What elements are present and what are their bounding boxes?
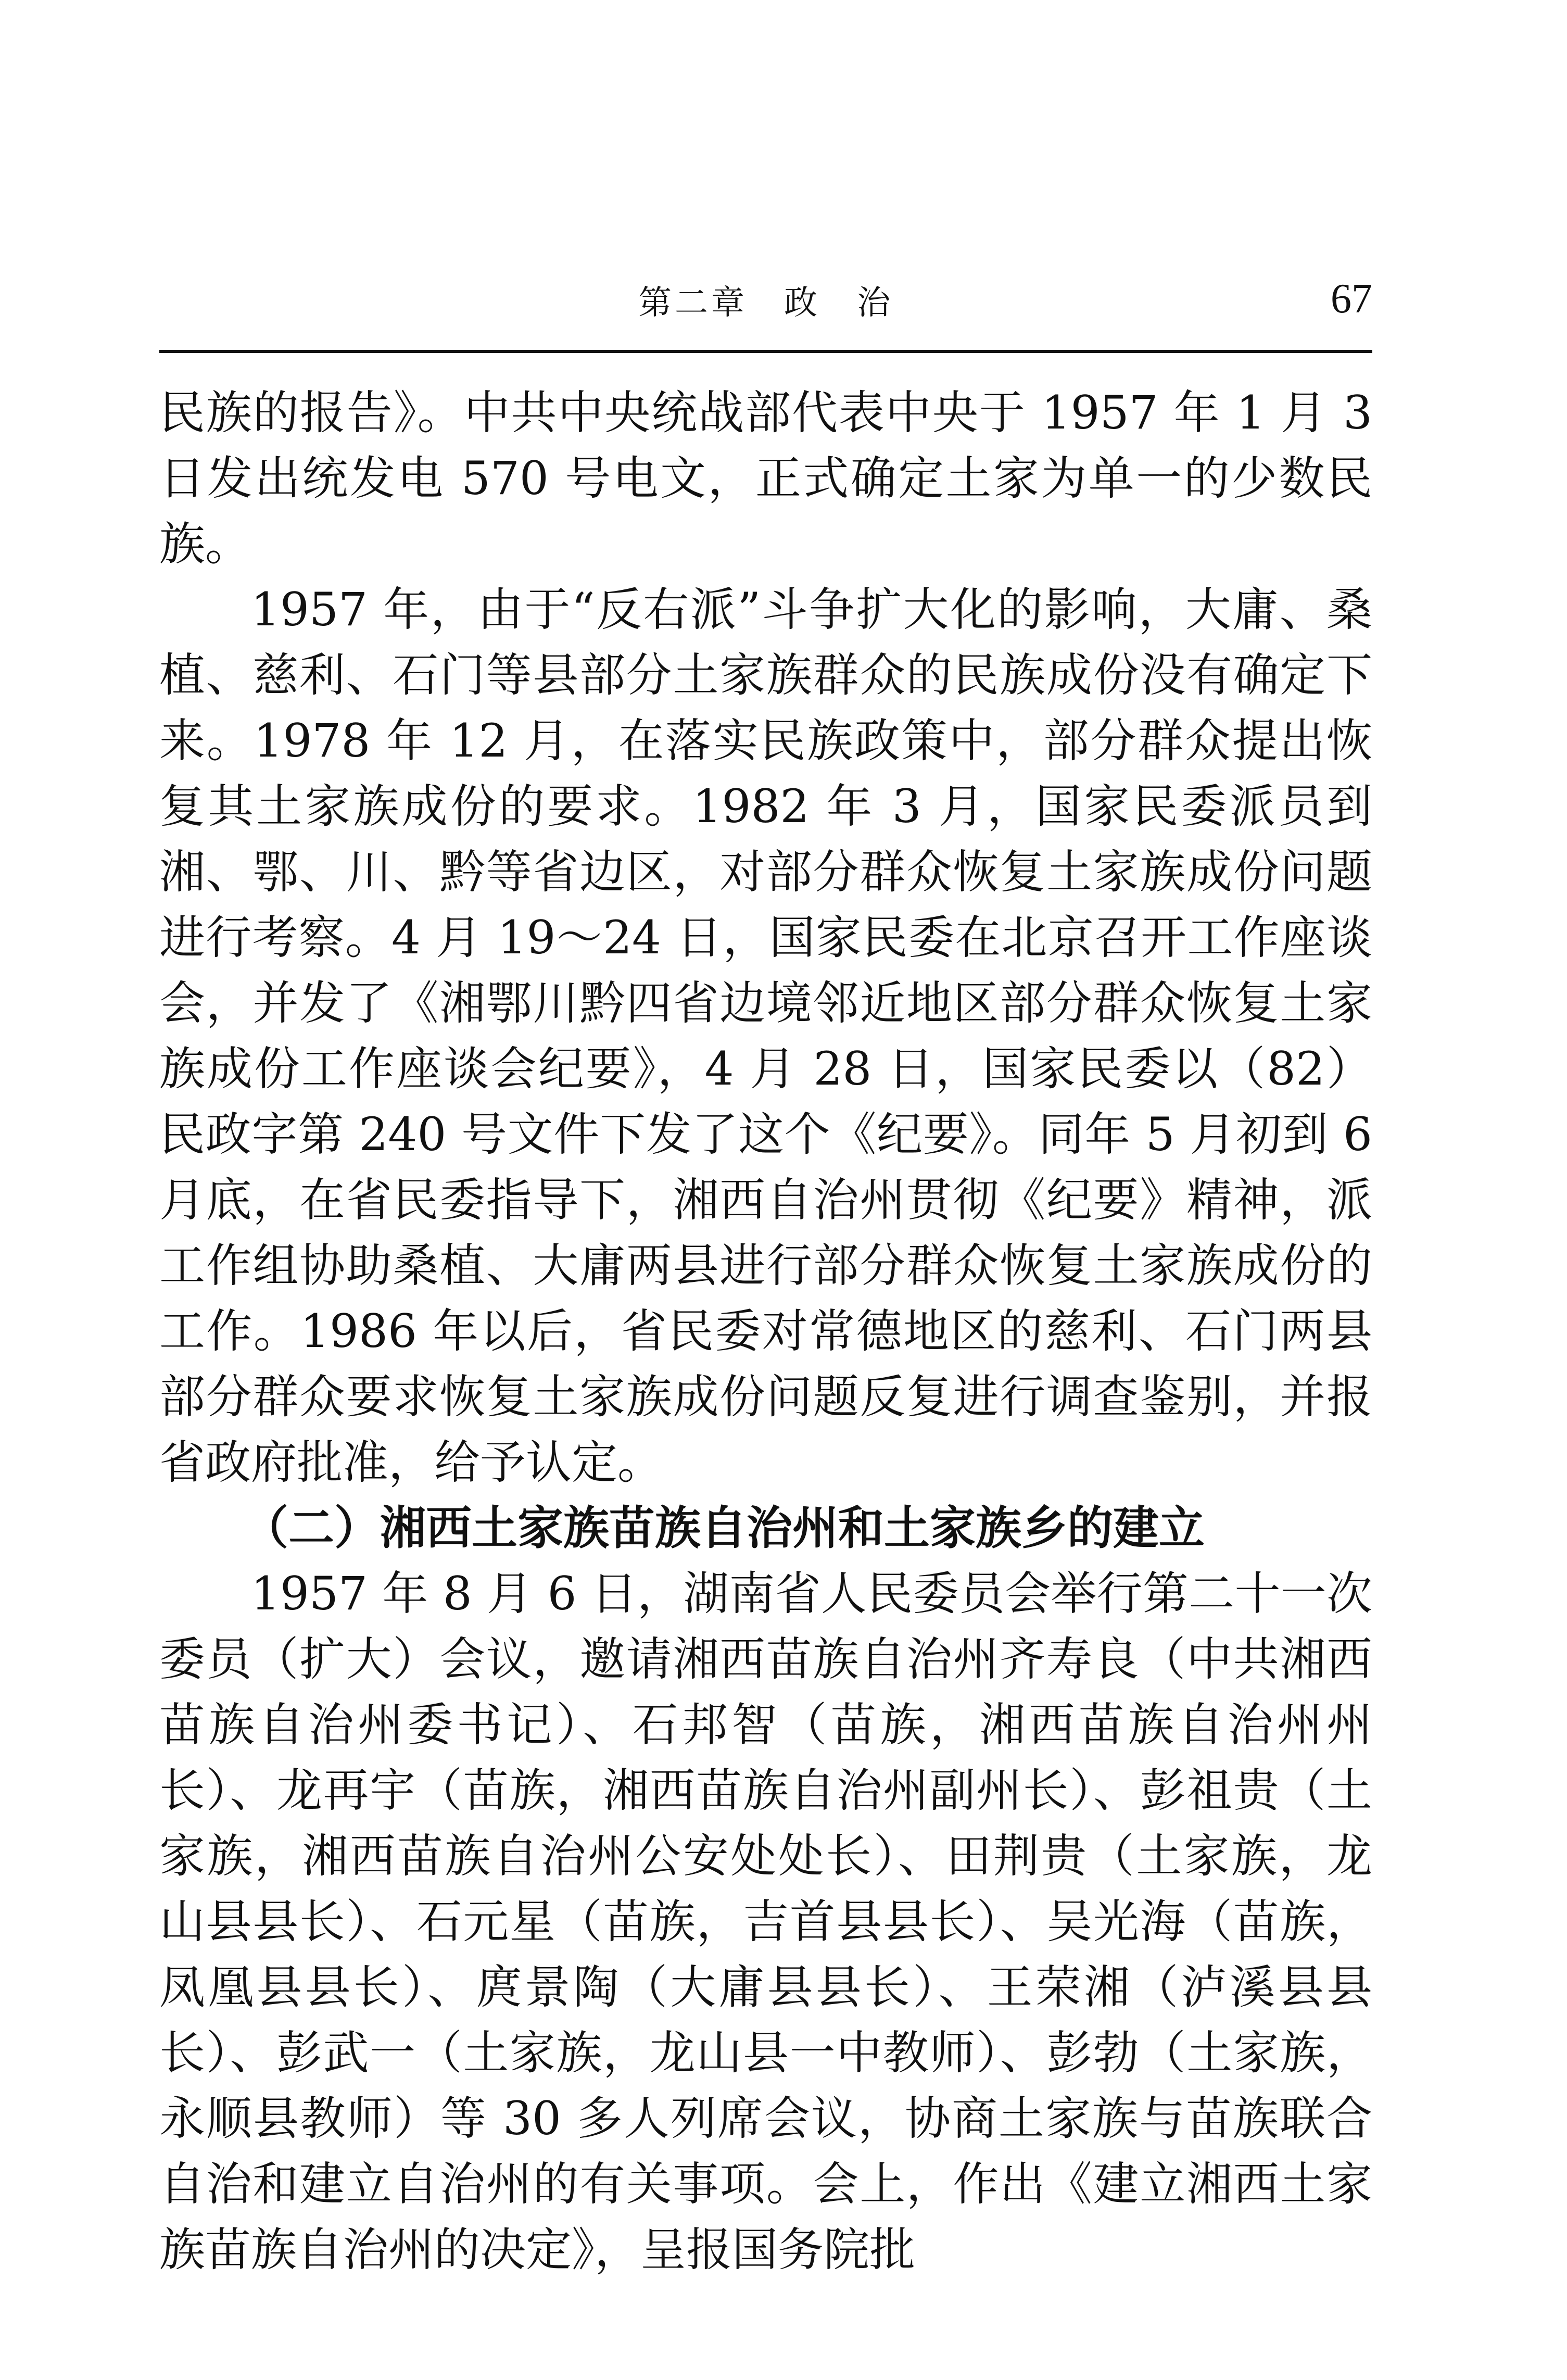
chapter-title: 第二章 政 治: [638, 284, 893, 322]
page-header: [159, 275, 1372, 332]
paragraph-continuation: 民族的报告》。中共中央统战部代表中央于 1957 年 1 月 3 日发出统发电 570 号电文，正式确定土家为单一的少数民族。: [159, 386, 1372, 571]
section-heading: （二）湘西土家族苗族自治州和土家族乡的建立: [243, 1501, 1205, 1555]
paragraph-ethnic-status: 1957 年，由于“反右派”斗争扩大化的影响，大庸、桑植、慈利、石门等县部分土家族群众的民族成份没有确定下来。1978 年 12 月，在落实民族政策中，部分群众提出恢复其土家族成份的要求。1982 年 3 月，国家民委派员到湘、鄂、川、黔等省边区，对部分群众恢复土家族成份问题进行考察。4 月 19～24 日，国家民委在北京召开工作座谈会，并发了《湘鄂川黔四省边境邻近地区部分群众恢复土家族成份工作座谈会纪要》，4 月 28 日，国家民委以（82）民政字第 240 号文件下发了这个《纪要》。同年 5 月初到 6 月底，在省民委指导下，湘西自治州贯彻《纪要》精神，派工作组协助桑植、大庸两县进行部分群众恢复土家族成份的工作。1986 年以后，省民委对常德地区的慈利、石门两县部分群众要求恢复土家族成份问题反复进行调查鉴别，并报省政府批准，给予认定。: [159, 583, 1372, 1489]
page-number: 67: [1331, 276, 1372, 322]
paragraph-conference: 1957 年 8 月 6 日，湖南省人民委员会举行第二十一次委员（扩大）会议，邀请湘西苗族自治州齐寿良（中共湘西苗族自治州委书记）、石邦智（苗族，湘西苗族自治州州长）、龙再宇（苗族，湘西苗族自治州副州长）、彭祖贵（土家族，湘西苗族自治州公安处处长）、田荆贵（土家族，龙山县县长）、石元星（苗族，吉首县县长）、吴光海（苗族，凤凰县县长）、庹景陶（大庸县县长）、王荣湘（泸溪县县长）、彭武一（土家族，龙山县一中教师）、彭勃（土家族，永顺县教师）等 30 多人列席会议，协商土家族与苗族联合自治和建立自治州的有关事项。会上，作出《建立湘西土家族苗族自治州的决定》，呈报国务院批: [159, 1567, 1372, 2276]
header-rule: [159, 350, 1372, 353]
page-body: [159, 380, 1372, 2283]
